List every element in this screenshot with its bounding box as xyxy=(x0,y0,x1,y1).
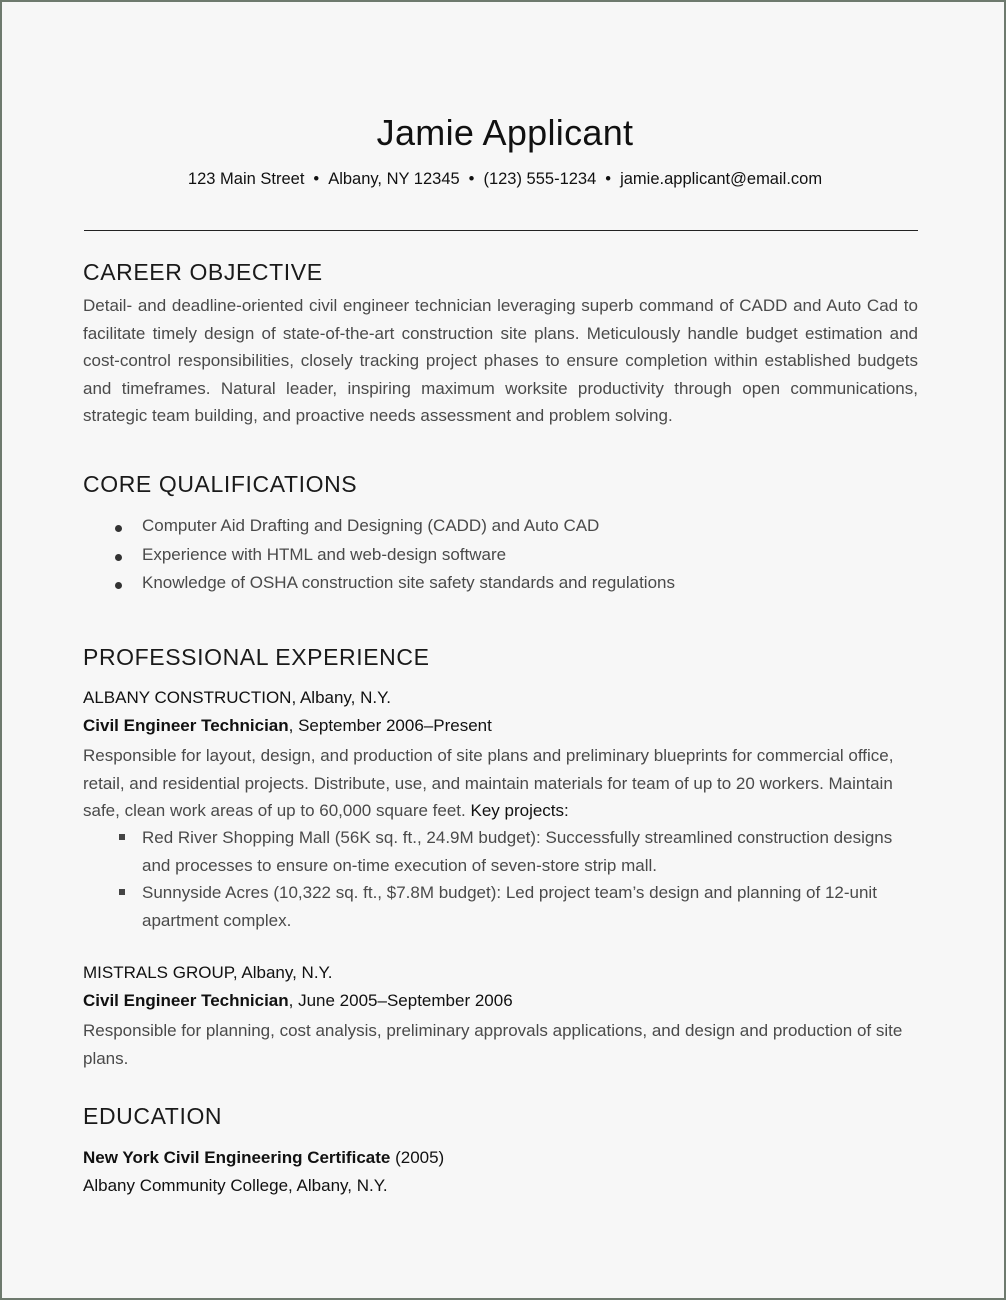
job-description-text: Responsible for layout, design, and production of site plans and preliminary blueprints for commercial office, retail, and residential projects. Distribute, use, and maintain materials for team of up to 20 workers. Maintain safe, clean work areas of up to 60,000 square feet. xyxy=(83,746,894,820)
separator-dot: • xyxy=(313,170,320,188)
job-dates: , June 2005–September 2006 xyxy=(288,991,513,1010)
list-item xyxy=(2,824,1006,879)
job-company: MISTRALS GROUP, Albany, N.Y. xyxy=(83,963,333,982)
project-text: Red River Shopping Mall (56K sq. ft., 24.9M budget): Successfully streamlined construction designs and processes to ensure on-time execution of seven-store strip mall. xyxy=(142,828,893,875)
career-objective-text: Detail- and deadline-oriented civil engineer technician leveraging superb command of CADD and Auto Cad to facilitate timely design of state-of-the-art construction site plans. Meticulously handle budget estimation and cost-control responsibilities, closely tracking project phases to ensure completion within established budgets and timeframes. Natural leader, inspiring maximum worksite productivity through open communications, strategic team building, and proactive needs assessment and problem solving. xyxy=(83,296,918,425)
project-text: Sunnyside Acres (10,322 sq. ft., $7.8M budget): Led project team’s design and planning of 12-unit apartment complex. xyxy=(142,883,877,930)
job-description: Responsible for planning, cost analysis, preliminary approvals applications, and design and production of site plans. xyxy=(83,1021,903,1068)
qualification-text: Experience with HTML and web-design software xyxy=(142,544,507,564)
qualification-text: Computer Aid Drafting and Designing (CADD) and Auto CAD xyxy=(142,516,600,535)
city-state-zip: Albany, NY 12345 xyxy=(328,170,460,188)
degree-year: (2005) xyxy=(390,1148,445,1167)
job-company: ALBANY CONSTRUCTION, Albany, N.Y. xyxy=(83,688,391,707)
job-description xyxy=(83,742,918,825)
job-role: Civil Engineer Technician xyxy=(83,991,289,1010)
section-heading-core-qualifications: CORE QUALIFICATIONS xyxy=(83,471,358,497)
email-address: jamie.applicant@email.com xyxy=(620,170,823,188)
section-heading-career-objective: CAREER OBJECTIVE xyxy=(83,259,323,285)
section-heading-education: EDUCATION xyxy=(83,1103,223,1129)
key-projects-list xyxy=(2,824,1006,934)
square-bullet-icon xyxy=(119,889,125,895)
square-bullet-icon xyxy=(119,834,125,840)
separator-dot: • xyxy=(605,170,612,188)
list-item xyxy=(2,545,1006,574)
list-item xyxy=(2,879,1006,934)
job-dates: , September 2006–Present xyxy=(288,716,492,735)
bullet-icon xyxy=(115,554,122,561)
key-projects-label: Key projects: xyxy=(470,801,569,820)
street-address: 123 Main Street xyxy=(187,170,305,188)
degree-name: New York Civil Engineering Certificate xyxy=(83,1148,391,1167)
header-divider xyxy=(84,230,918,231)
contact-line xyxy=(2,170,1006,189)
bullet-icon xyxy=(115,582,122,589)
separator-dot: • xyxy=(468,170,475,188)
list-item xyxy=(2,516,1006,545)
bullet-icon xyxy=(115,525,122,532)
education-degree-line xyxy=(83,1148,444,1168)
education-school: Albany Community College, Albany, N.Y. xyxy=(83,1176,388,1195)
applicant-name: Jamie Applicant xyxy=(376,112,634,153)
section-heading-professional-experience: PROFESSIONAL EXPERIENCE xyxy=(83,644,430,670)
qualification-text: Knowledge of OSHA construction site safety standards and regulations xyxy=(142,573,675,592)
qualifications-list xyxy=(2,516,1006,602)
job-role: Civil Engineer Technician xyxy=(83,716,289,735)
job-title-line xyxy=(83,716,492,736)
phone-number: (123) 555-1234 xyxy=(483,170,597,188)
job-title-line xyxy=(83,991,513,1011)
list-item xyxy=(2,573,1006,602)
